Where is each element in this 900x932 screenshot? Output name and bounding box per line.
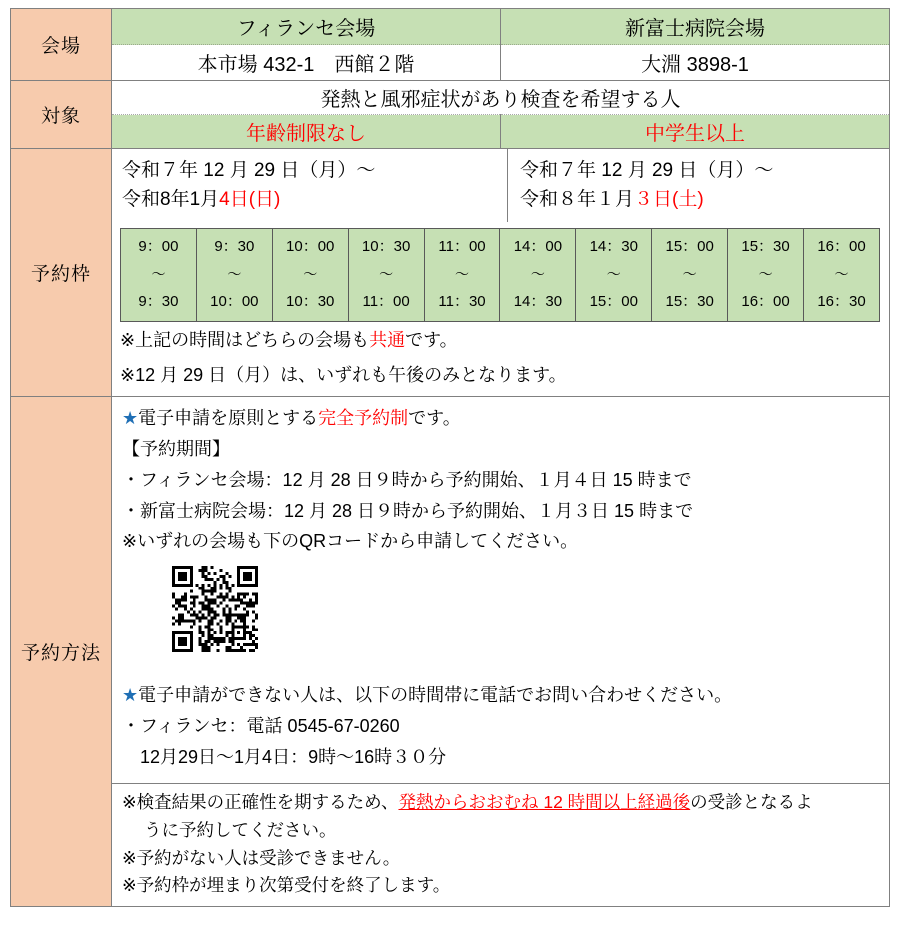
time-slot-end: 11：00 — [362, 292, 410, 310]
method-phone-hours: 12月29日～1月4日：9時～16時３０分 — [140, 747, 447, 768]
time-slot-cell — [272, 228, 348, 322]
slots-content — [112, 149, 890, 397]
venue-name-philanthe: フィランセ会場 — [112, 9, 501, 45]
footnote-3: ※予約枠が埋まり次第受付を終了します。 — [122, 875, 451, 896]
time-slot-wave: ～ — [834, 266, 849, 283]
time-slot-end: 10：00 — [210, 292, 259, 310]
footnote-1-continued: うに予約してください。 — [144, 819, 337, 840]
table-row-venue-address — [11, 45, 890, 81]
table-row-venue — [11, 9, 890, 45]
time-slot-start: 14：30 — [589, 237, 638, 255]
time-slot-wave: ～ — [758, 266, 773, 283]
venue-address-philanthe: 本市場 432-1 西館２階 — [112, 45, 501, 81]
footnote-2: ※予約がない人は受診できません。 — [122, 847, 401, 868]
method-body — [112, 397, 889, 784]
footnote-1-post: の受診となるよ — [690, 792, 813, 813]
time-slot-cell — [804, 228, 880, 322]
time-slot-end: 10：30 — [286, 292, 335, 310]
time-slot-start: 15：00 — [665, 237, 714, 255]
reservation-info-table — [10, 8, 890, 907]
method-line-online-pre: 電子申請を原則とする — [138, 407, 319, 428]
time-slot-wave: ～ — [682, 266, 697, 283]
slot-date-red: 4日(日) — [219, 189, 281, 211]
time-slot-start: 9：30 — [214, 237, 255, 255]
time-slot-cell — [728, 228, 804, 322]
slot-note-2: ※12 月 29 日（月）は、いずれも午後のみとなります。 — [120, 364, 567, 385]
method-period-header: 【予約期間】 — [122, 438, 230, 459]
target-age-shinfuji: 中学生以上 — [501, 115, 890, 149]
slot-note-1-pre: ※上記の時間はどちらの会場も — [120, 330, 370, 351]
slot-dates-shinfuji — [508, 149, 889, 222]
time-slot-cell — [121, 228, 197, 322]
time-slot-start: 9：00 — [138, 237, 179, 255]
time-slot-wave: ～ — [606, 266, 621, 283]
time-slot-start: 10：00 — [286, 237, 335, 255]
time-slot-cell — [424, 228, 500, 322]
time-slot-end: 16：30 — [817, 292, 866, 310]
time-slot-cell — [652, 228, 728, 322]
target-age-philanthe: 年齢制限なし — [112, 115, 501, 149]
slot-note-1 — [112, 322, 889, 356]
rowheader-method: 予約方法 — [11, 396, 112, 906]
method-line-phone — [122, 680, 889, 711]
venue-address-shinfuji: 大淵 3898-1 — [501, 45, 890, 81]
time-slot-wave: ～ — [455, 266, 469, 283]
method-qr-note: ※いずれの会場も下のQRコードから申請してください。 — [122, 531, 579, 552]
time-slot-end: 16：00 — [741, 292, 790, 310]
slot-date-prefix-r: 令和８年１月 — [520, 189, 635, 211]
time-slot-wave: ～ — [303, 266, 318, 283]
time-slot-cell — [500, 228, 576, 322]
table-row-slots — [11, 149, 890, 397]
time-slot-cell — [348, 228, 424, 322]
time-slot-end: 15：00 — [589, 292, 638, 310]
slot-date-line-1-r: 令和７年 12 月 29 日（月）～ — [520, 160, 774, 181]
time-slot-wave: ～ — [227, 266, 242, 283]
time-slot-cell — [576, 228, 652, 322]
qr-code-wrapper — [172, 566, 889, 652]
time-slot-end: 9：30 — [138, 292, 179, 310]
time-slot-wave: ～ — [151, 266, 166, 283]
rowheader-target: 対象 — [11, 81, 112, 149]
slot-date-line-2 — [122, 185, 507, 214]
table-row-target-common — [11, 81, 890, 115]
venue-name-shinfuji: 新富士病院会場 — [501, 9, 890, 45]
target-common-text: 発熱と風邪症状があり検査を希望する人 — [112, 81, 890, 115]
slot-date-prefix: 令和8年1月 — [122, 189, 220, 211]
method-line-online — [122, 403, 889, 434]
method-spacer — [122, 658, 889, 680]
slot-date-line-2-r — [520, 185, 889, 214]
time-slot-start: 14：00 — [513, 237, 563, 255]
method-period-shinfuji: ・新富士病院会場：12 月 28 日９時から予約開始、１月３日 15 時まで — [122, 500, 694, 521]
slot-dates-philanthe — [112, 149, 508, 222]
slot-note-1-post: です。 — [405, 330, 458, 351]
slot-date-line-1: 令和７年 12 月 29 日（月）～ — [122, 160, 376, 181]
footnotes-block — [112, 783, 889, 906]
time-slot-end: 15：30 — [665, 292, 714, 310]
footnote-1-pre: ※検査結果の正確性を期するため、 — [122, 792, 399, 813]
time-slot-start: 16：00 — [817, 237, 866, 255]
rowheader-venue: 会場 — [11, 9, 112, 81]
time-slot-row — [121, 228, 880, 322]
footnote-1-red: 発熱からおおむね 12 時間以上経過後 — [398, 792, 691, 813]
star-icon: ★ — [122, 407, 139, 428]
time-slot-wave: ～ — [379, 266, 394, 283]
time-slot-wave: ～ — [530, 266, 545, 283]
method-phone-header: 電子申請ができない人は、以下の時間帯に電話でお問い合わせください。 — [138, 685, 733, 706]
time-slot-start: 15：30 — [741, 237, 790, 255]
footnote-1 — [122, 789, 879, 817]
time-slot-end: 11：30 — [438, 292, 486, 310]
time-slot-cell — [196, 228, 272, 322]
method-line-online-red: 完全予約制 — [318, 407, 409, 428]
time-slot-grid — [120, 228, 880, 323]
method-content — [112, 396, 890, 906]
time-slot-start: 11：00 — [438, 237, 486, 255]
star-icon-phone: ★ — [122, 685, 139, 706]
slot-dates-row — [112, 149, 889, 222]
method-period-philanthe: ・フィランセ会場：12 月 28 日９時から予約開始、１月４日 15 時まで — [122, 469, 692, 490]
method-phone-philanthe: ・フィランセ：電話 0545-67-0260 — [122, 716, 400, 737]
table-row-method — [11, 396, 890, 906]
time-slot-start: 10：30 — [361, 237, 411, 255]
rowheader-slots: 予約枠 — [11, 149, 112, 397]
table-row-target-detail — [11, 115, 890, 149]
qr-code-icon — [172, 566, 258, 652]
time-slot-end: 14：30 — [513, 292, 563, 310]
slot-date-red-r: ３日(土) — [634, 189, 704, 211]
method-line-online-post: です。 — [408, 407, 461, 428]
slot-note-1-red: 共通 — [369, 330, 406, 351]
